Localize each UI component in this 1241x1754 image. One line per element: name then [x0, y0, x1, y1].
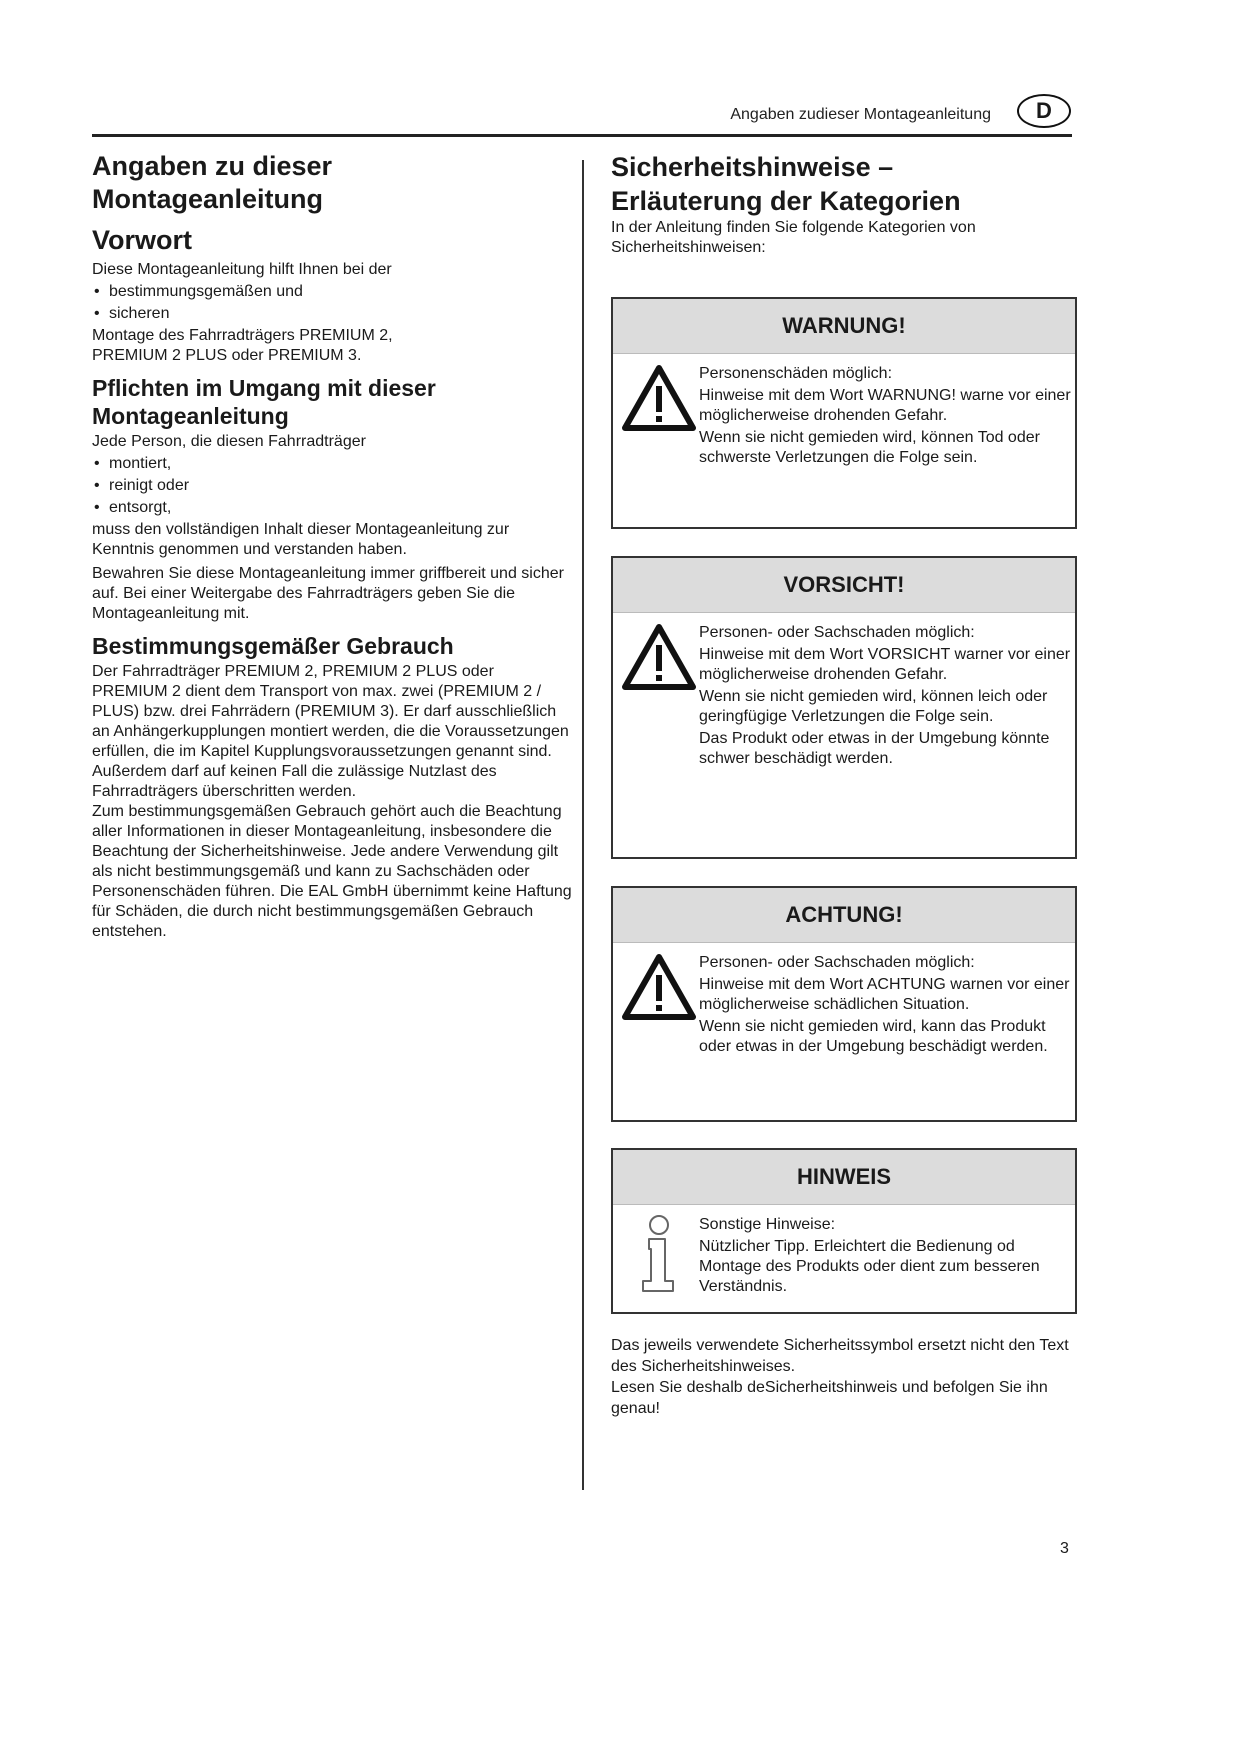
- safety-title-line1: Sicherheitshinweise –: [611, 152, 894, 182]
- safety-section-title: [611, 150, 1076, 218]
- achtung-line2: Hinweise mit dem Wort ACHTUNG warnen vor einer möglicherweise schädlichen Situation.: [699, 976, 1070, 1013]
- warning-triangle-icon: [621, 951, 697, 1023]
- pflichten-text2: Bewahren Sie diese Montageanleitung immer griffbereit und sicher auf. Bei einer Weitergabe des Fahrradträgers geben Sie die Montageanleitung mit.: [92, 565, 564, 622]
- vorwort-heading: Vorwort: [92, 225, 192, 255]
- info-icon: [621, 1213, 697, 1285]
- hinweis-line1: Sonstige Hinweise:: [699, 1216, 836, 1233]
- vorsicht-box: [611, 556, 1077, 859]
- safety-title-line2: Erläuterung der Kategorien: [611, 186, 961, 216]
- warnung-box-text: [699, 354, 1075, 468]
- right-column: [611, 150, 1076, 258]
- vorwort-list: [92, 282, 572, 324]
- pflichten-text1: muss den vollständigen Inhalt dieser Montageanleitung zur Kenntnis genommen und verstanden haben.: [92, 521, 510, 558]
- pflichten-heading-line2: Montageanleitung: [92, 403, 289, 429]
- warning-triangle-icon: [621, 362, 697, 434]
- vorsicht-line3: Wenn sie nicht gemieden wird, können leich oder geringfügige Verletzungen die Folge sein.: [699, 688, 1048, 725]
- vorwort-outro-line2: PREMIUM 2 PLUS oder PREMIUM 3.: [92, 347, 362, 364]
- vorsicht-line1: Personen- oder Sachschaden möglich:: [699, 624, 975, 641]
- header-rule: [92, 134, 1072, 137]
- vorsicht-box-title: VORSICHT!: [613, 558, 1075, 613]
- gebrauch-text1: Der Fahrradträger PREMIUM 2, PREMIUM 2 PLUS oder PREMIUM 2 dient dem Transport von max. zwei (PREMIUM 2 / PLUS) bzw. drei Fahrrädern (PREMIUM 3). Er darf ausschließlich an Anhängerkupplungen montiert werden, die die Voraussetzungen erfüllen, die im Kapitel Kupplungsvoraussetzungen genannt sind. Außerdem darf auf keinen Fall die zulässige Nutzlast des Fahrradträgers überschritten werden.: [92, 663, 569, 800]
- section-title-line1: Angaben zu dieser: [92, 151, 333, 181]
- list-item: • reinigt oder: [92, 476, 572, 496]
- gebrauch-heading: Bestimmungsgemäßer Gebrauch: [92, 633, 454, 659]
- page-number: 3: [1060, 1540, 1069, 1557]
- achtung-box-title: ACHTUNG!: [613, 888, 1075, 943]
- hinweis-box-title: HINWEIS: [613, 1150, 1075, 1205]
- running-header: Angaben zudieser Montageanleitung: [730, 106, 991, 123]
- hinweis-box: [611, 1148, 1077, 1314]
- vorsicht-box-body: [613, 613, 1075, 769]
- hinweis-line2: Nützlicher Tipp. Erleichtert die Bedienung od Montage des Produkts oder dient zum besseren Verständnis.: [699, 1238, 1040, 1295]
- gebrauch-text2: Zum bestimmungsgemäßen Gebrauch gehört auch die Beachtung aller Informationen in dieser Montageanleitung, insbesondere die Beachtung der Sicherheitshinweise. Jede andere Verwendung gilt als nicht bestimmungsgemäß und kann zu Sachschäden oder Personenschäden führen. Die EAL GmbH übernimmt keine Haftung für Schäden, die durch nicht bestimmungsgemäßen Gebrauch entstehen.: [92, 803, 572, 940]
- list-item: • bestimmungsgemäßen und: [92, 282, 572, 302]
- vorsicht-line2: Hinweise mit dem Wort VORSICHT warner vor einer möglicherweise drohenden Gefahr.: [699, 646, 1071, 683]
- vorwort-intro: Diese Montageanleitung hilft Ihnen bei der: [92, 261, 392, 278]
- hinweis-box-text: [699, 1205, 1075, 1297]
- pflichten-heading-line1: Pflichten im Umgang mit dieser: [92, 375, 436, 401]
- list-item: • montiert,: [92, 454, 572, 474]
- left-column: [92, 150, 572, 942]
- achtung-box: [611, 886, 1077, 1122]
- pflichten-heading: [92, 374, 572, 430]
- warnung-line3: Wenn sie nicht gemieden wird, können Tod oder schwerste Verletzungen die Folge sein.: [699, 429, 1040, 466]
- section-title: [92, 150, 572, 216]
- achtung-line1: Personen- oder Sachschaden möglich:: [699, 954, 975, 971]
- vorsicht-line4: Das Produkt oder etwas in der Umgebung könnte schwer beschädigt werden.: [699, 730, 1050, 767]
- vorwort-outro-line1: Montage des Fahrradträgers PREMIUM 2,: [92, 327, 393, 344]
- hinweis-box-body: [613, 1205, 1075, 1297]
- warning-triangle-icon: [621, 621, 697, 693]
- footer-note: [611, 1335, 1076, 1419]
- vorsicht-box-text: [699, 613, 1075, 769]
- list-item: • entsorgt,: [92, 498, 572, 518]
- warnung-box-title: WARNUNG!: [613, 299, 1075, 354]
- footer-text2: Lesen Sie deshalb deSicherheitshinweis und befolgen Sie ihn genau!: [611, 1379, 1048, 1417]
- pflichten-intro: Jede Person, die diesen Fahrradträger: [92, 433, 366, 450]
- warnung-line2: Hinweise mit dem Wort WARNUNG! warne vor einer möglicherweise drohenden Gefahr.: [699, 387, 1071, 424]
- warnung-box-body: [613, 354, 1075, 468]
- warnung-box: [611, 297, 1077, 529]
- achtung-box-body: [613, 943, 1075, 1057]
- safety-intro: In der Anleitung finden Sie folgende Kategorien von Sicherheitshinweisen:: [611, 219, 976, 256]
- column-divider: [582, 160, 584, 1490]
- language-badge: D: [1017, 94, 1071, 128]
- footer-text1: Das jeweils verwendete Sicherheitssymbol ersetzt nicht den Text des Sicherheitshinweises.: [611, 1337, 1069, 1375]
- warnung-line1: Personenschäden möglich:: [699, 365, 893, 382]
- section-title-line2: Montageanleitung: [92, 184, 323, 214]
- pflichten-list: [92, 454, 572, 518]
- achtung-line3: Wenn sie nicht gemieden wird, kann das Produkt oder etwas in der Umgebung beschädigt werden.: [699, 1018, 1048, 1055]
- list-item: • sicheren: [92, 304, 572, 324]
- achtung-box-text: [699, 943, 1075, 1057]
